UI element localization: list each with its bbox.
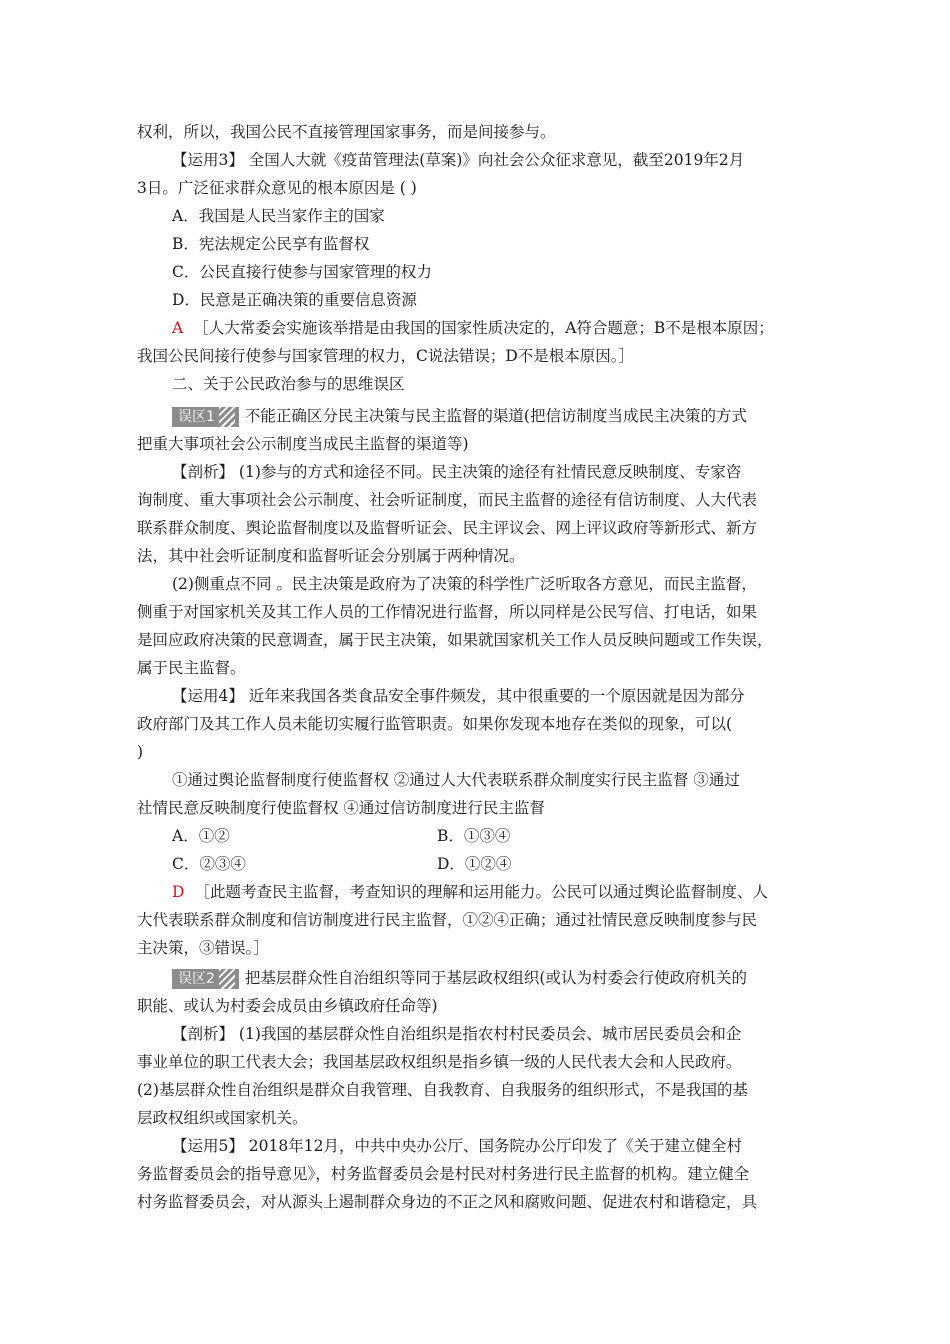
misconception-1-title: 误区1 不能正确区分民主决策与民主监督的渠道(把信访制度当成民主决策的方式: [172, 405, 817, 427]
question-4-stem: 政府部门及其工作人员未能切实履行监管职责。如果你发现本地存在类似的现象，可以(: [137, 715, 733, 733]
text-line: 权利，所以，我国公民不直接管理国家事务，而是间接参与。: [137, 123, 556, 141]
option-c: C．公民直接行使参与国家管理的权力: [172, 263, 432, 281]
misconception-1-title: 把重大事项社会公示制度当成民主监督的渠道等): [137, 435, 469, 453]
analysis-paragraph: 层政权组织或国家机关。: [137, 1109, 308, 1127]
option-c: C．②③④: [172, 855, 246, 873]
question-5-stem: 务监督委员会的指导意见》，村务监督委员会是村民对村务进行民主监督的机构。建立健全: [137, 1165, 750, 1183]
answer-explanation: 大代表联系群众制度和信访制度进行民主监督，①②④正确；通过社情民意反映制度参与民: [137, 911, 758, 929]
analysis-paragraph: 是回应政府决策的民意调查，属于民主决策，如果就国家机关工作人员反映问题或工作失误，: [137, 631, 773, 649]
answer-explanation: D ［此题考查民主监督，考查知识的理解和运用能力。公民可以通过舆论监督制度、人: [172, 883, 768, 901]
question-5-stem: 【运用5】 2018年12月，中共中央办公厅、国务院办公厅印发了《关于建立健全村: [172, 1137, 742, 1155]
question-4-statements: ①通过舆论监督制度行使监督权 ②通过人大代表联系群众制度实行民主监督 ③通过: [172, 771, 740, 789]
option-b: B．①③④: [437, 827, 511, 845]
analysis-paragraph: 法，其中社会听证制度和监督听证会分别属于两种情况。: [137, 547, 525, 565]
analysis-paragraph: 【剖析】 (1)我国的基层群众性自治组织是指农村村民委员会、城市居民委员会和企: [172, 1025, 742, 1043]
misconception-tag: 误区1: [172, 407, 239, 427]
question-4-statements: 社情民意反映制度行使监督权 ④通过信访制度进行民主监督: [137, 799, 545, 817]
question-3-stem: 3日。广泛征求群众意见的根本原因是 ( ): [137, 179, 417, 197]
analysis-paragraph: 侧重于对国家机关及其工作人员的工作情况进行监督，所以同样是公民写信、打电话，如果: [137, 603, 758, 621]
section-heading: 二、关于公民政治参与的思维误区: [172, 375, 405, 393]
misconception-tag: 误区2: [172, 969, 239, 989]
answer-letter: A: [172, 319, 184, 337]
question-4-stem: 【运用4】 近年来我国各类食品安全事件频发，其中很重要的一个原因就是因为部分: [172, 687, 745, 705]
option-d: D．①②④: [437, 855, 512, 873]
answer-letter: D: [172, 883, 185, 901]
option-a: A．我国是人民当家作主的国家: [172, 207, 385, 225]
question-5-stem: 村务监督委员会，对从源头上遏制群众身边的不正之风和腐败问题、促进农村和谐稳定，具: [137, 1193, 758, 1211]
analysis-paragraph: 询制度、重大事项社会公示制度、社会听证制度，而民主监督的途径有信访制度、人大代表: [137, 491, 758, 509]
analysis-paragraph: (2)基层群众性自治组织是群众自我管理、自我教育、自我服务的组织形式，不是我国的基: [137, 1081, 748, 1099]
option-a: A．①②: [172, 827, 230, 845]
question-3-stem: 【运用3】 全国人大就《疫苗管理法(草案)》向社会公众征求意见，截至2019年2月: [172, 151, 745, 169]
analysis-paragraph: (2)侧重点不同 。民主决策是政府为了决策的科学性广泛听取各方意见，而民主监督，: [172, 575, 757, 593]
answer-explanation: A ［人大常委会实施该举措是由我国的国家性质决定的，A符合题意；B不是根本原因；: [172, 319, 774, 337]
analysis-paragraph: 属于民主监督。: [137, 659, 246, 677]
option-d: D．民意是正确决策的重要信息资源: [172, 291, 417, 309]
answer-explanation: 我国公民间接行使参与国家管理的权力，C说法错误；D不是根本原因。］: [137, 347, 635, 365]
misconception-2-title: 误区2 把基层群众性自治组织等同于基层政权组织(或认为村委会行使政府机关的: [172, 967, 817, 989]
option-b: B．宪法规定公民享有监督权: [172, 235, 370, 253]
analysis-paragraph: 联系群众制度、舆论监督制度以及监督听证会、民主评议会、网上评议政府等新形式、新方: [137, 519, 758, 537]
misconception-2-title: 职能、或认为村委会成员由乡镇政府任命等): [137, 997, 438, 1015]
analysis-paragraph: 【剖析】 (1)参与的方式和途径不同。民主决策的途径有社情民意反映制度、专家咨: [172, 463, 742, 481]
analysis-paragraph: 事业单位的职工代表大会；我国基层政权组织是指乡镇一级的人民代表大会和人民政府。: [137, 1053, 742, 1071]
question-4-stem: ): [137, 743, 144, 761]
answer-explanation: 主决策，③错误。］: [137, 939, 269, 957]
